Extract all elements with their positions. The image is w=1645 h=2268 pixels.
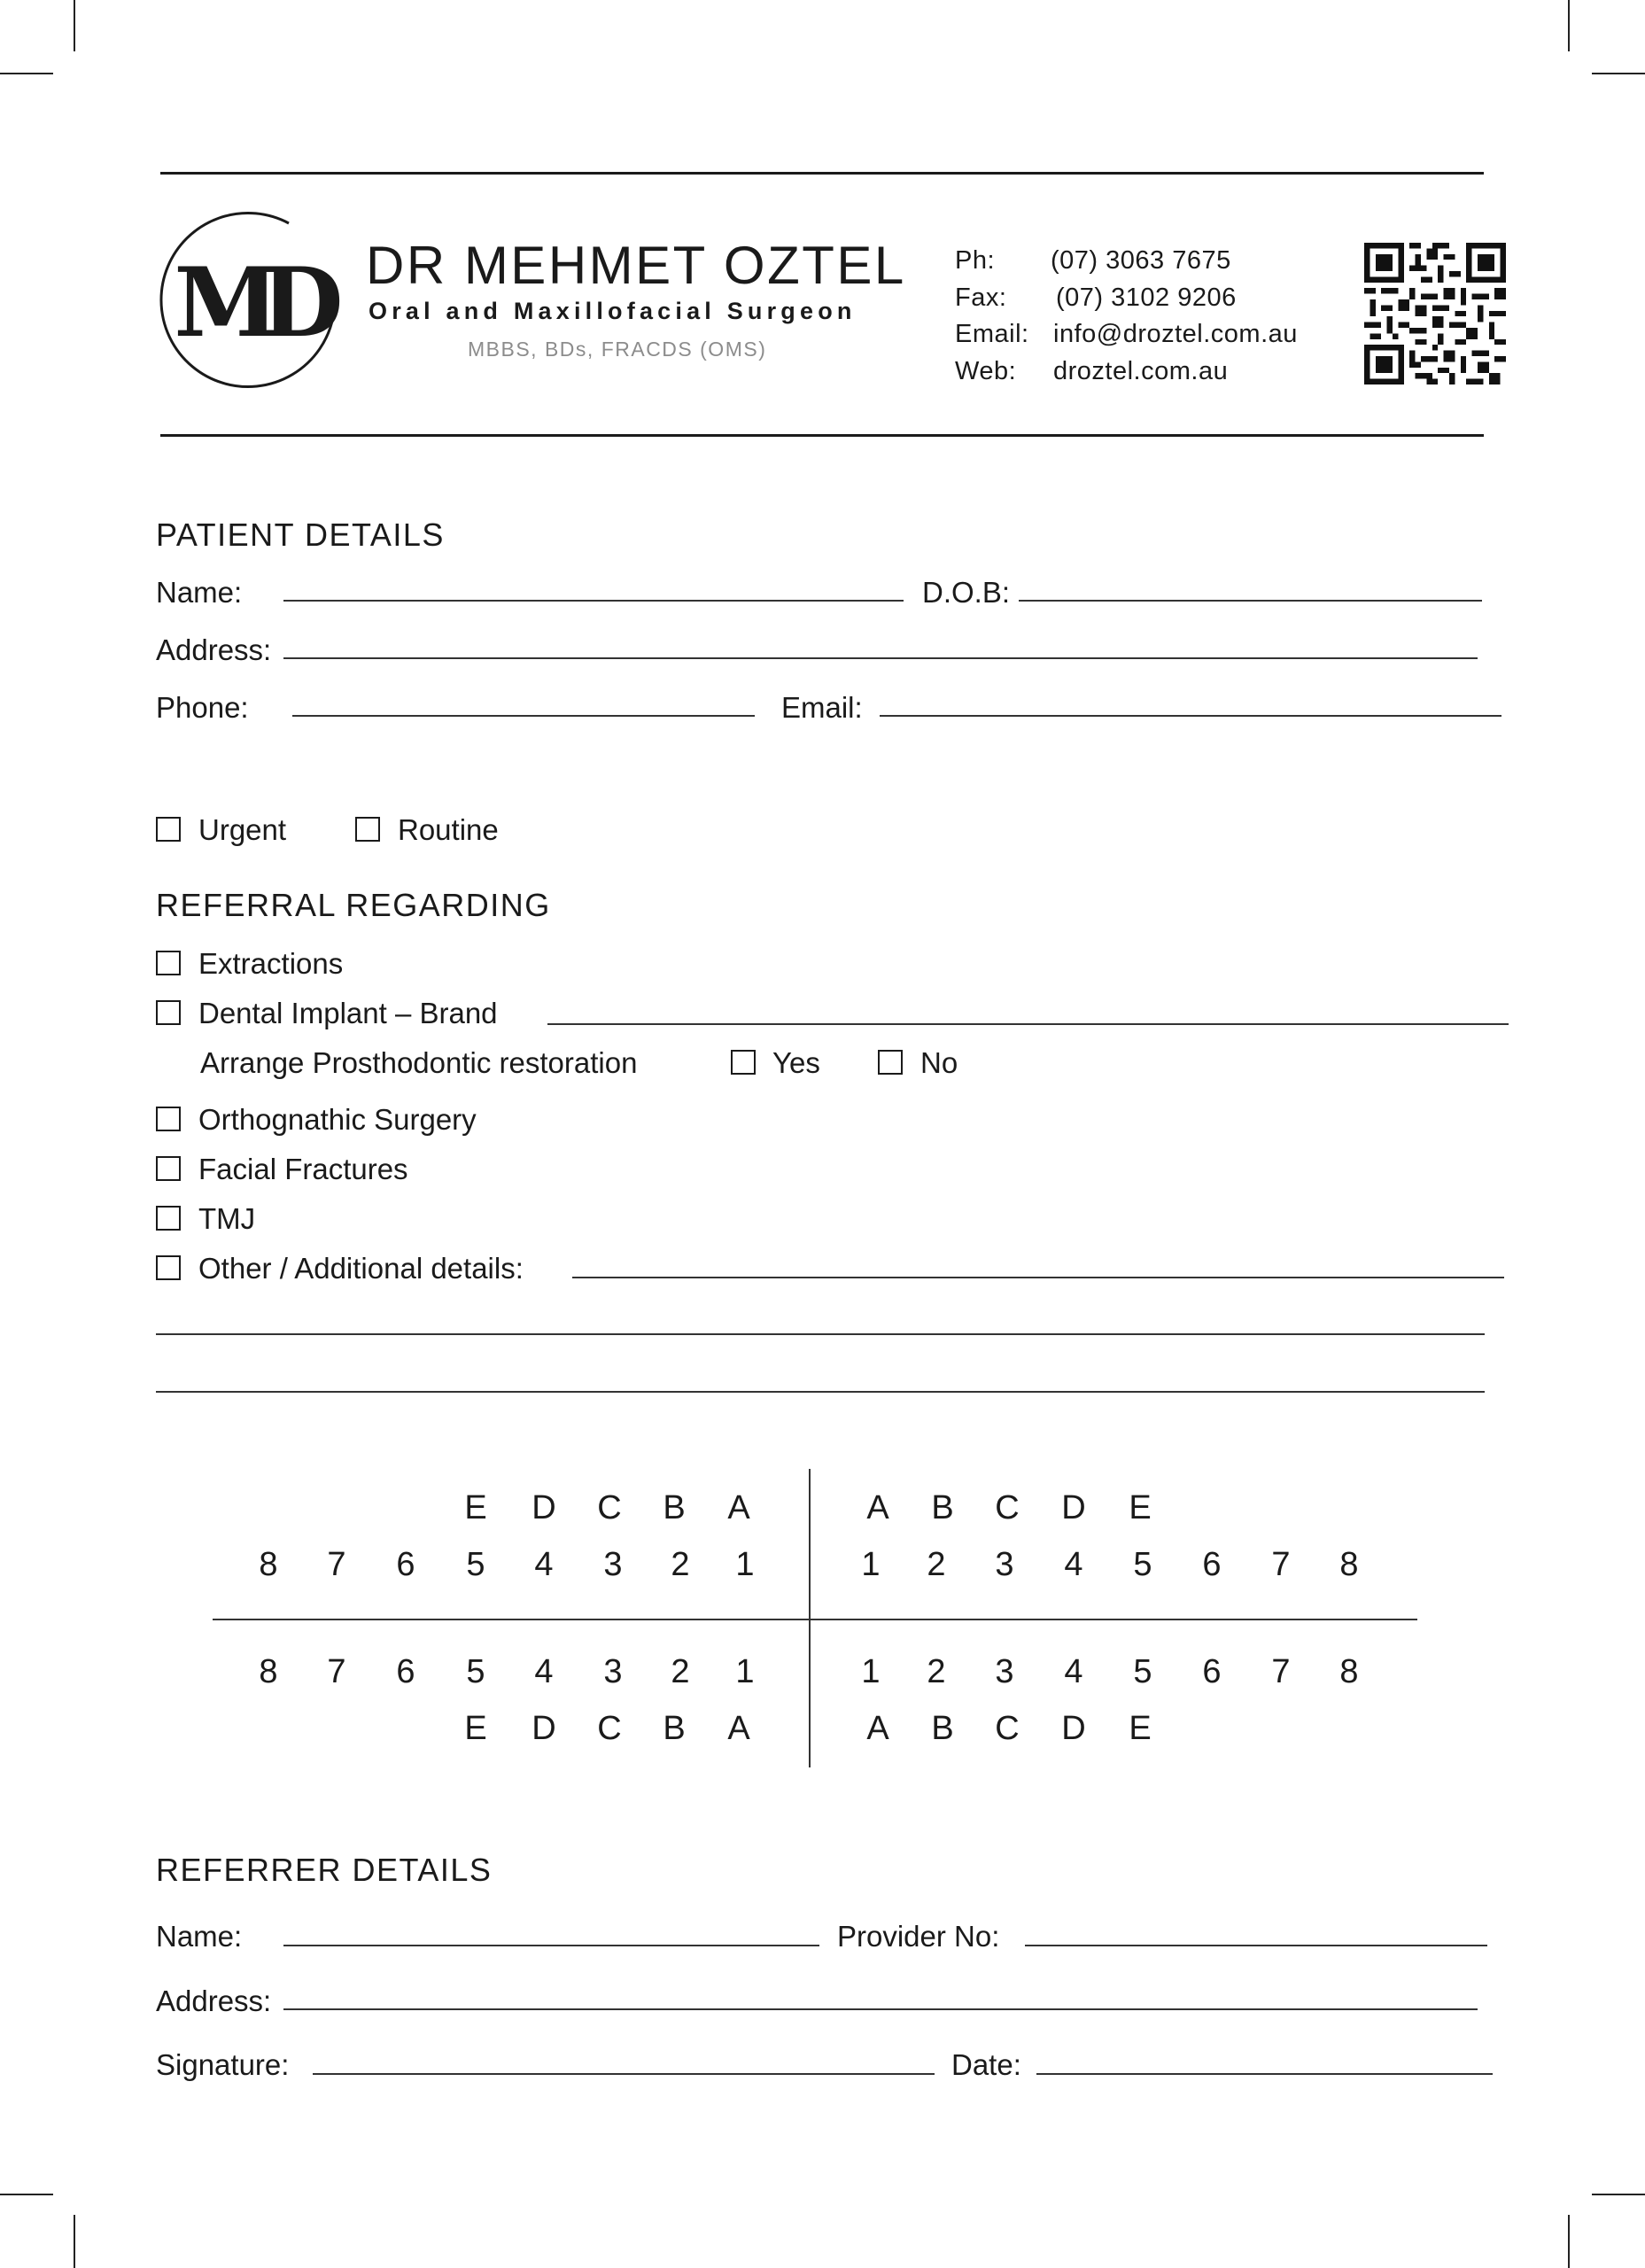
contact-phone-label: Ph: [955, 246, 996, 275]
tooth-ll-3[interactable]: 3 [603, 1653, 623, 1690]
fractures-label: Facial Fractures [198, 1153, 408, 1185]
tooth-ur-B[interactable]: B [931, 1489, 954, 1526]
tooth-ur-5[interactable]: 5 [1133, 1546, 1152, 1583]
other-label: Other / Additional details: [198, 1252, 524, 1285]
patient-email-field[interactable] [880, 715, 1501, 717]
tooth-lr-D[interactable]: D [1061, 1710, 1086, 1747]
tmj-checkbox[interactable] [156, 1206, 181, 1231]
tooth-ul-C[interactable]: C [597, 1489, 622, 1526]
extractions-checkbox[interactable] [156, 951, 181, 975]
referrer-date-field[interactable] [1036, 2073, 1493, 2075]
logo [156, 211, 342, 397]
patient-phone-field[interactable] [292, 715, 755, 717]
tooth-ll-4[interactable]: 4 [534, 1653, 554, 1690]
doctor-title: Oral and Maxillofacial Surgeon [369, 298, 857, 324]
other-details-line-3[interactable] [156, 1391, 1485, 1393]
patient-address-field[interactable] [283, 657, 1478, 659]
patient-dob-label: D.O.B: [922, 576, 1011, 609]
tooth-ll-1[interactable]: 1 [735, 1653, 755, 1690]
tooth-lr-4[interactable]: 4 [1064, 1653, 1083, 1690]
other-details-field[interactable] [572, 1277, 1504, 1278]
other-details-line-2[interactable] [156, 1333, 1485, 1335]
prosthodontic-no-checkbox[interactable] [878, 1050, 903, 1075]
referrer-address-field[interactable] [283, 2008, 1478, 2010]
patient-email-label: Email: [781, 691, 863, 724]
tooth-ur-8[interactable]: 8 [1339, 1546, 1359, 1583]
crop-mark [0, 73, 53, 74]
tooth-ll-5[interactable]: 5 [466, 1653, 485, 1690]
patient-address-label: Address: [156, 633, 272, 666]
tooth-ul-8[interactable]: 8 [259, 1546, 278, 1583]
contact-web-label: Web: [955, 357, 1017, 385]
crop-mark [74, 0, 75, 51]
other-checkbox[interactable] [156, 1255, 181, 1280]
header-top-rule [160, 172, 1484, 175]
tooth-ul-3[interactable]: 3 [603, 1546, 623, 1583]
prosthodontic-yes-checkbox[interactable] [731, 1050, 756, 1075]
fractures-checkbox[interactable] [156, 1156, 181, 1181]
implant-brand-field[interactable] [547, 1023, 1509, 1025]
tooth-ur-3[interactable]: 3 [995, 1546, 1014, 1583]
tooth-ur-2[interactable]: 2 [927, 1546, 946, 1583]
orthognathic-label: Orthognathic Surgery [198, 1103, 477, 1136]
contact-fax-value: (07) 3102 9206 [1056, 284, 1237, 312]
patient-dob-field[interactable] [1019, 600, 1482, 602]
crop-mark [1592, 73, 1645, 74]
tooth-ur-A[interactable]: A [866, 1489, 889, 1526]
tooth-ul-A[interactable]: A [727, 1489, 750, 1526]
tooth-ul-1[interactable]: 1 [735, 1546, 755, 1583]
referrer-provider-label: Provider No: [837, 1920, 1000, 1953]
dental-chart-horizontal-axis [213, 1619, 1417, 1620]
referrer-signature-field[interactable] [313, 2073, 935, 2075]
urgent-checkbox[interactable] [156, 817, 181, 842]
header-bottom-rule [160, 434, 1484, 437]
tmj-label: TMJ [198, 1202, 256, 1235]
routine-label: Routine [398, 813, 499, 846]
contact-email-label: Email: [955, 320, 1029, 348]
crop-mark [74, 2215, 75, 2268]
extractions-label: Extractions [198, 947, 344, 980]
tooth-ur-4[interactable]: 4 [1064, 1546, 1083, 1583]
referrer-date-label: Date: [951, 2048, 1021, 2081]
tooth-ll-D[interactable]: D [532, 1710, 556, 1747]
logo-monogram: MD [174, 247, 324, 359]
contact-web-value: droztel.com.au [1053, 357, 1229, 385]
tooth-ul-E[interactable]: E [464, 1489, 487, 1526]
tooth-ul-6[interactable]: 6 [396, 1546, 415, 1583]
referrer-address-label: Address: [156, 1984, 272, 2017]
contact-phone-value: (07) 3063 7675 [1051, 246, 1231, 275]
tooth-ul-D[interactable]: D [532, 1489, 556, 1526]
referrer-provider-field[interactable] [1025, 1945, 1487, 1946]
prosthodontic-label: Arrange Prosthodontic restoration [200, 1046, 638, 1079]
tooth-lr-B[interactable]: B [931, 1710, 954, 1747]
tooth-ur-6[interactable]: 6 [1202, 1546, 1222, 1583]
patient-phone-label: Phone: [156, 691, 249, 724]
tooth-ul-B[interactable]: B [663, 1489, 686, 1526]
tooth-ul-7[interactable]: 7 [327, 1546, 346, 1583]
contact-email-value: info@droztel.com.au [1053, 320, 1298, 348]
referral-heading: REFERRAL REGARDING [156, 887, 551, 923]
tooth-ur-E[interactable]: E [1129, 1489, 1152, 1526]
tooth-ll-6[interactable]: 6 [396, 1653, 415, 1690]
tooth-ll-7[interactable]: 7 [327, 1653, 346, 1690]
urgent-label: Urgent [198, 813, 287, 846]
patient-name-label: Name: [156, 576, 243, 609]
crop-mark [0, 2194, 53, 2195]
tooth-ur-1[interactable]: 1 [861, 1546, 881, 1583]
tooth-lr-6[interactable]: 6 [1202, 1653, 1222, 1690]
tooth-lr-3[interactable]: 3 [995, 1653, 1014, 1690]
tooth-ur-D[interactable]: D [1061, 1489, 1086, 1526]
patient-name-field[interactable] [283, 600, 904, 602]
referrer-signature-label: Signature: [156, 2048, 290, 2081]
contact-fax-label: Fax: [955, 284, 1007, 312]
referrer-name-field[interactable] [283, 1945, 819, 1946]
tooth-ll-C[interactable]: C [597, 1710, 622, 1747]
tooth-ll-B[interactable]: B [663, 1710, 686, 1747]
tooth-ul-4[interactable]: 4 [534, 1546, 554, 1583]
implant-checkbox[interactable] [156, 1000, 181, 1025]
doctor-name: DR MEHMET OZTEL [366, 236, 906, 295]
tooth-lr-E[interactable]: E [1129, 1710, 1152, 1747]
prosthodontic-no-label: No [920, 1046, 958, 1079]
tooth-ll-2[interactable]: 2 [671, 1653, 690, 1690]
referrer-name-label: Name: [156, 1920, 243, 1953]
orthognathic-checkbox[interactable] [156, 1107, 181, 1131]
referrer-details-heading: REFERRER DETAILS [156, 1852, 493, 1888]
crop-mark [1568, 2215, 1570, 2268]
tooth-lr-5[interactable]: 5 [1133, 1653, 1152, 1690]
tooth-ur-7[interactable]: 7 [1271, 1546, 1291, 1583]
tooth-ll-E[interactable]: E [464, 1710, 487, 1747]
doctor-qualifications: MBBS, BDs, FRACDS (OMS) [468, 338, 767, 361]
tooth-lr-A[interactable]: A [866, 1710, 889, 1747]
crop-mark [1568, 0, 1570, 51]
tooth-ll-8[interactable]: 8 [259, 1653, 278, 1690]
tooth-lr-8[interactable]: 8 [1339, 1653, 1359, 1690]
patient-details-heading: PATIENT DETAILS [156, 517, 445, 553]
tooth-lr-1[interactable]: 1 [861, 1653, 881, 1690]
routine-checkbox[interactable] [355, 817, 380, 842]
tooth-ul-5[interactable]: 5 [466, 1546, 485, 1583]
tooth-lr-7[interactable]: 7 [1271, 1653, 1291, 1690]
prosthodontic-yes-label: Yes [772, 1046, 820, 1079]
tooth-lr-2[interactable]: 2 [927, 1653, 946, 1690]
implant-label: Dental Implant – Brand [198, 997, 498, 1029]
tooth-lr-C[interactable]: C [995, 1710, 1020, 1747]
tooth-ul-2[interactable]: 2 [671, 1546, 690, 1583]
qr-code [1364, 243, 1506, 384]
crop-mark [1592, 2194, 1645, 2195]
tooth-ur-C[interactable]: C [995, 1489, 1020, 1526]
tooth-ll-A[interactable]: A [727, 1710, 750, 1747]
